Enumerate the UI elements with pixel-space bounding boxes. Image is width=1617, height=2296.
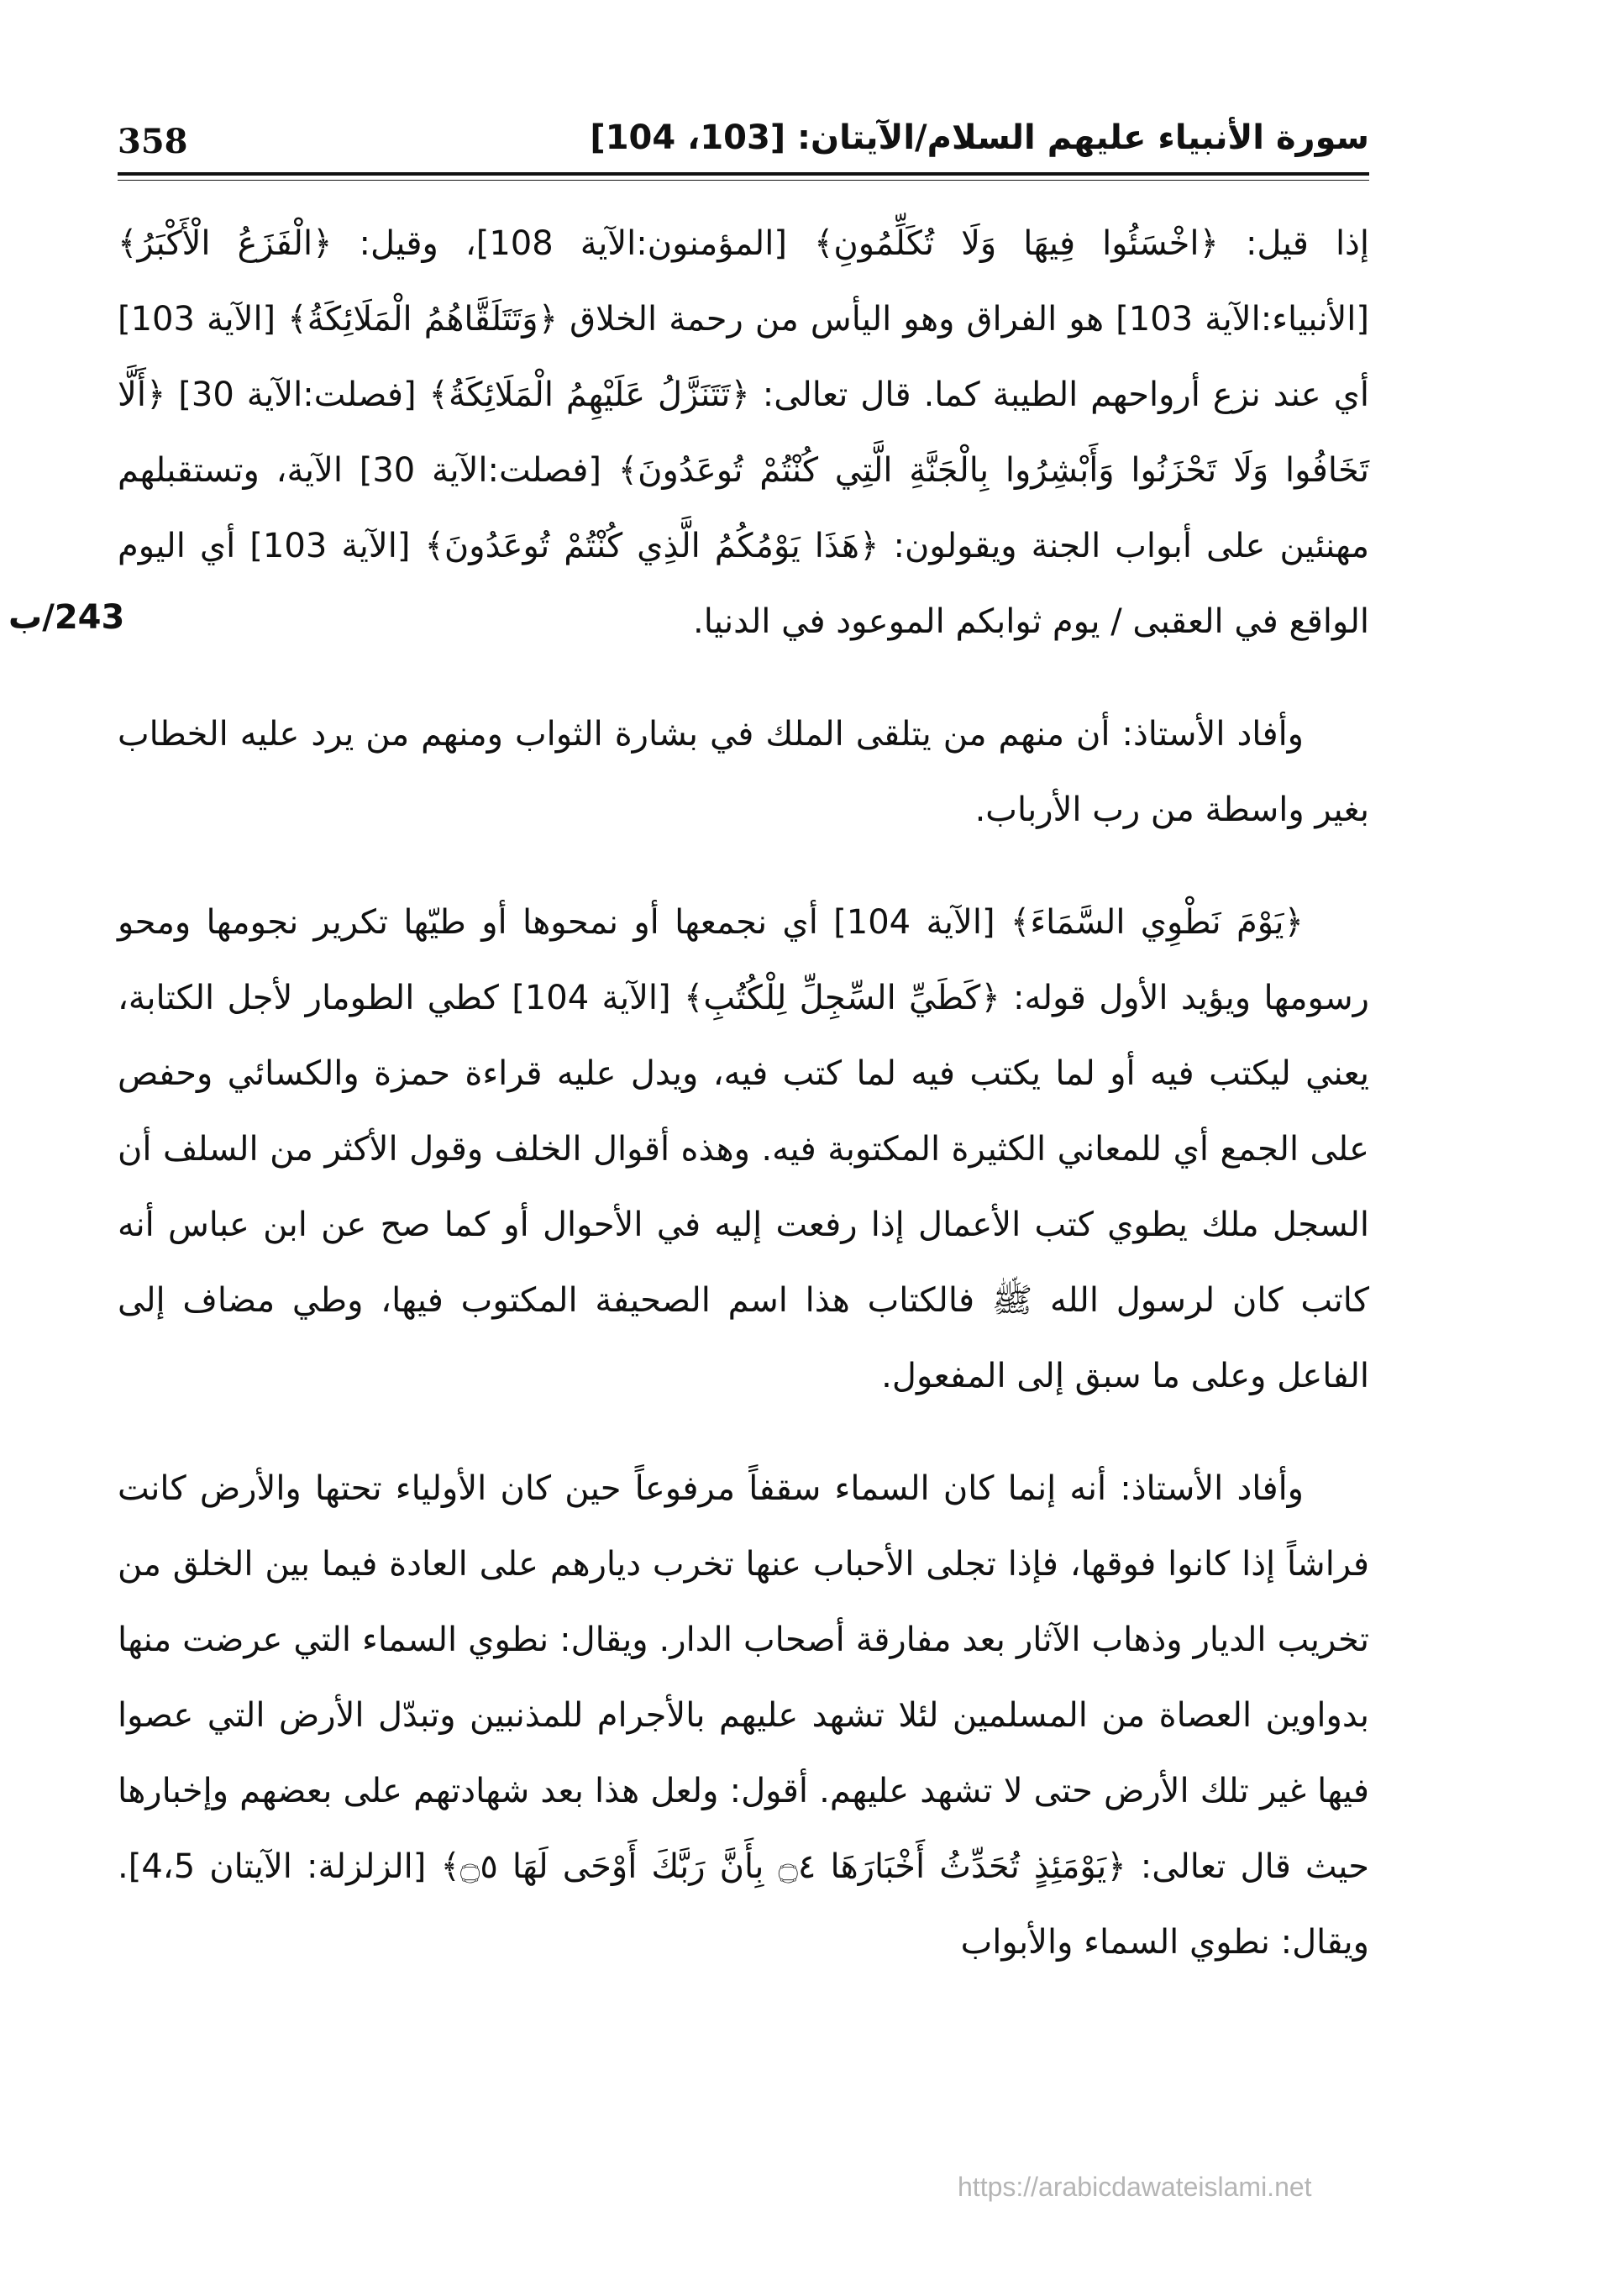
paragraph-3: ﴿يَوْمَ نَطْوِي السَّمَاءَ﴾ [الآية 104] أي نجمعها أو نمحوها أو طيّها تكرير نجومها ومحو رسومها ويؤيد الأول قوله: ﴿كَطَيِّ السِّجِلِّ لِلْكُتُبِ﴾ [الآية 104] كطي الطومار لأجل الكتابة، يعني ليكتب فيه أو لما يكتب فيه لما كتب فيه، ويدل عليه قراءة حمزة والكسائي وحفص على الجمع أي للمعاني الكثيرة المكتوبة فيه. وهذه أقوال الخلف وقول الأكثر من السلف أن السجل ملك يطوي كتب الأعمال إذا رفعت إليه في الأحوال أو كما صح عن ابن عباس أنه كاتب كان لرسول الله ﷺ فالكتاب هذا اسم الصحيفة المكتوب فيها، وطي مضاف إلى الفاعل وعلى ما سبق إلى المفعول. <box>118 903 1369 1395</box>
paragraph-2: وأفاد الأستاذ: أن منهم من يتلقى الملك في بشارة الثواب ومنهم من يرد عليه الخطاب بغير واسطة من رب الأرباب. <box>118 715 1369 829</box>
page-header <box>118 113 1369 172</box>
header-rule-thin <box>118 180 1369 181</box>
watermark-url: https://arabicdawateislami.net <box>958 2172 1312 2202</box>
running-title: سورة الأنبياء عليهم السلام/الآيتان: [103، 104] <box>590 118 1369 157</box>
paragraph-4: وأفاد الأستاذ: أنه إنما كان السماء سقفاً مرفوعاً حين كان الأولياء تحتها والأرض كانت فراشاً إذا كانوا فوقها، فإذا تجلى الأحباب عنها تخرب ديارهم على العادة فيما بين الخلق من تخريب الديار وذهاب الآثار بعد مفارقة أصحاب الدار. ويقال: نطوي السماء التي عرضت منها بدواوين العصاة من المسلمين لئلا تشهد عليهم بالأجرام للمذنبين وتبدّل الأرض التي عصوا فيها غير تلك الأرض حتى لا تشهد عليهم. أقول: ولعل هذا بعد شهادتهم على بعضهم وإخبارها حيث قال تعالى: ﴿يَوْمَئِذٍ تُحَدِّثُ أَخْبَارَهَا ۝٤ بِأَنَّ رَبَّكَ أَوْحَى لَهَا ۝٥﴾ [الزلزلة: الآيتان 4،5]. ويقال: نطوي السماء والأبواب <box>118 1469 1369 1962</box>
page-number: 358 <box>118 122 188 161</box>
body-text <box>118 206 1369 2017</box>
manuscript-folio-note: 243/ب <box>8 598 125 637</box>
paragraph-1: إذا قيل: ﴿اخْسَئُوا فِيهَا وَلَا تُكَلِّمُونِ﴾ [المؤمنون:الآية 108]، وقيل: ﴿الْفَزَعُ الْأَكْبَرُ﴾ [الأنبياء:الآية 103] هو الفراق وهو اليأس من رحمة الخلاق ﴿وَتَتَلَقَّاهُمُ الْمَلَائِكَةُ﴾ [الآية 103] أي عند نزع أرواحهم الطيبة كما. قال تعالى: ﴿تَتَنَزَّلُ عَلَيْهِمُ الْمَلَائِكَةُ﴾ [فصلت:الآية 30] ﴿أَلَّا تَخَافُوا وَلَا تَحْزَنُوا وَأَبْشِرُوا بِالْجَنَّةِ الَّتِي كُنْتُمْ تُوعَدُونَ﴾ [فصلت:الآية 30] الآية، وتستقبلهم مهنئين على أبواب الجنة ويقولون: ﴿هَذَا يَوْمُكُمُ الَّذِي كُنْتُمْ تُوعَدُونَ﴾ [الآية 103] أي اليوم الواقع في العقبى / يوم ثوابكم الموعود في الدنيا. <box>118 224 1370 641</box>
header-rule-thick <box>118 172 1369 176</box>
